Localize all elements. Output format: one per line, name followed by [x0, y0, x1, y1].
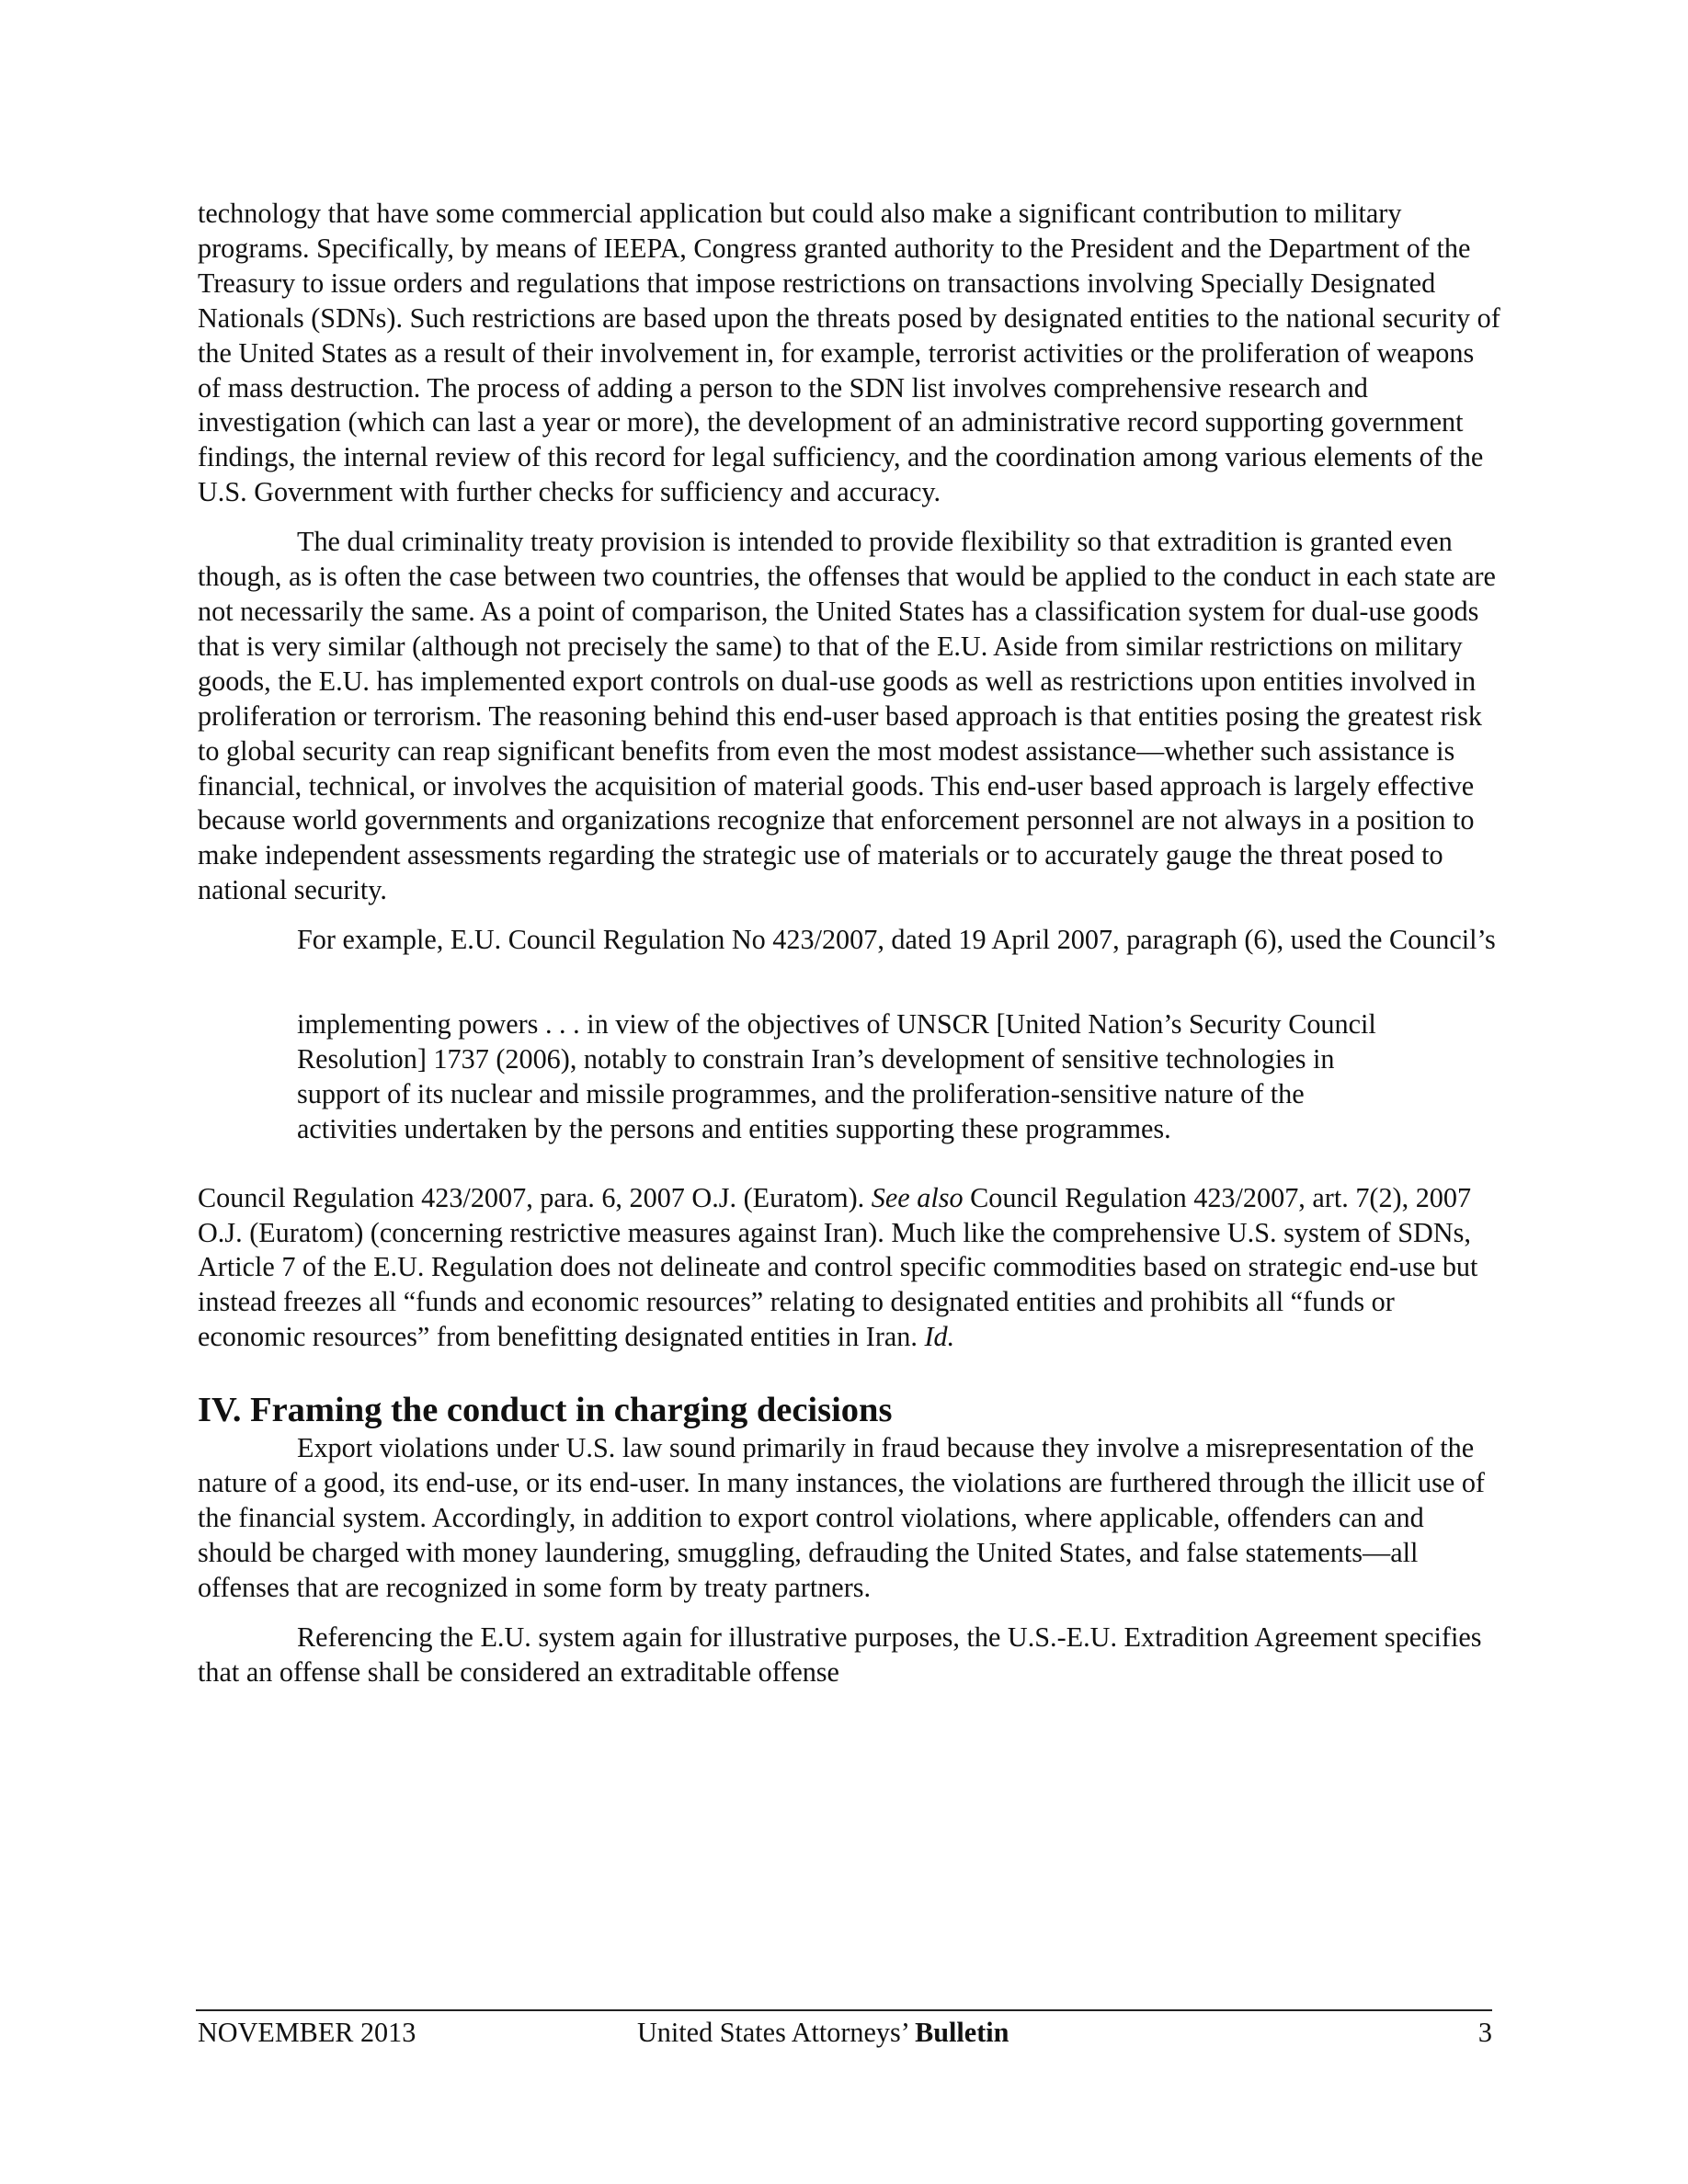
paragraph-4	[198, 1181, 1503, 1356]
paragraph-4-text-a: Council Regulation 423/2007, para. 6, 2007 O.J. (Euratom).	[198, 1181, 872, 1213]
footer-divider	[196, 2009, 1492, 2011]
footer-publication-name: United States Attorneys’	[637, 2017, 916, 2048]
footer-date: NOVEMBER 2013	[198, 2017, 416, 2048]
paragraph-4-text-b: Council Regulation 423/2007, art. 7(2), 2007 O.J. (Euratom) (concerning restrictive measures against Iran). Much like the comprehensive U.S. system of SDNs, Article 7 of the E.U. Regulation does not delineate and control specific commodities based on strategic end-use but instead freezes all “funds and economic resources” relating to designated entities and prohibits all “funds or economic resources” from benefitting designated entities in Iran.	[198, 1181, 1478, 1353]
see-also-signal: See also	[871, 1181, 964, 1213]
footer-page-number: 3	[1477, 2017, 1492, 2048]
section-heading: IV. Framing the conduct in charging decisions	[198, 1391, 893, 1430]
id-citation: Id.	[924, 1321, 955, 1353]
document-body	[198, 197, 1503, 1690]
paragraph-3: For example, E.U. Council Regulation No 423/2007, dated 19 April 2007, paragraph (6), used the Council’s	[297, 924, 1496, 956]
paragraph-1: technology that have some commercial application but could also make a significant contribution to military programs. Specifically, by means of IEEPA, Congress granted authority to the President and the Department of the Treasury to issue orders and regulations that impose restrictions on transactions involving Specially Designated Nationals (SDNs). Such restrictions are based upon the threats posed by designated entities to the national security of the United States as a result of their involvement in, for example, terrorist activities or the proliferation of weapons of mass destruction. The process of adding a person to the SDN list involves comprehensive research and investigation (which can last a year or more), the development of an administrative record supporting government findings, the internal review of this record for legal sufficiency, and the coordination among various elements of the U.S. Government with further checks for sufficiency and accuracy.	[198, 198, 1500, 508]
block-quote: implementing powers . . . in view of the objectives of UNSCR [United Nation’s Security Council Resolution] 1737 (2006), notably to constrain Iran’s development of sensitive technologies in support of its nuclear and missile programmes, and the proliferation-sensitive nature of the activities undertaken by the persons and entities supporting these programmes.	[297, 1008, 1376, 1144]
paragraph-2: The dual criminality treaty provision is intended to provide flexibility so that extradition is granted even though, as is often the case between two countries, the offenses that would be applied to the conduct in each state are not necessarily the same. As a point of comparison, the United States has a classification system for dual-use goods that is very similar (although not precisely the same) to that of the E.U. Aside from similar restrictions on military goods, the E.U. has implemented export controls on dual-use goods as well as restrictions upon entities involved in proliferation or terrorism. The reasoning behind this end-user based approach is that entities posing the greatest risk to global security can reap significant benefits from even the most modest assistance—whether such assistance is financial, technical, or involves the acquisition of material goods. This end-user based approach is largely effective because world governments and organizations recognize that enforcement personnel are not always in a position to make independent assessments regarding the strategic use of materials or to accurately gauge the threat posed to national security.	[198, 526, 1496, 906]
paragraph-5: Export violations under U.S. law sound primarily in fraud because they involve a misrepresentation of the nature of a good, its end-use, or its end-user. In many instances, the violations are furthered through the illicit use of the financial system. Accordingly, in addition to export control violations, where applicable, offenders can and should be charged with money laundering, smuggling, defrauding the United States, and false statements—all offenses that are recognized in some form by treaty partners.	[198, 1432, 1485, 1603]
footer-publication	[637, 2015, 1009, 2050]
paragraph-6: Referencing the E.U. system again for illustrative purposes, the U.S.-E.U. Extradition Agreement specifies that an offense shall be considered an extraditable offense	[198, 1621, 1482, 1688]
footer-publication-bold: Bulletin	[915, 2017, 1009, 2048]
